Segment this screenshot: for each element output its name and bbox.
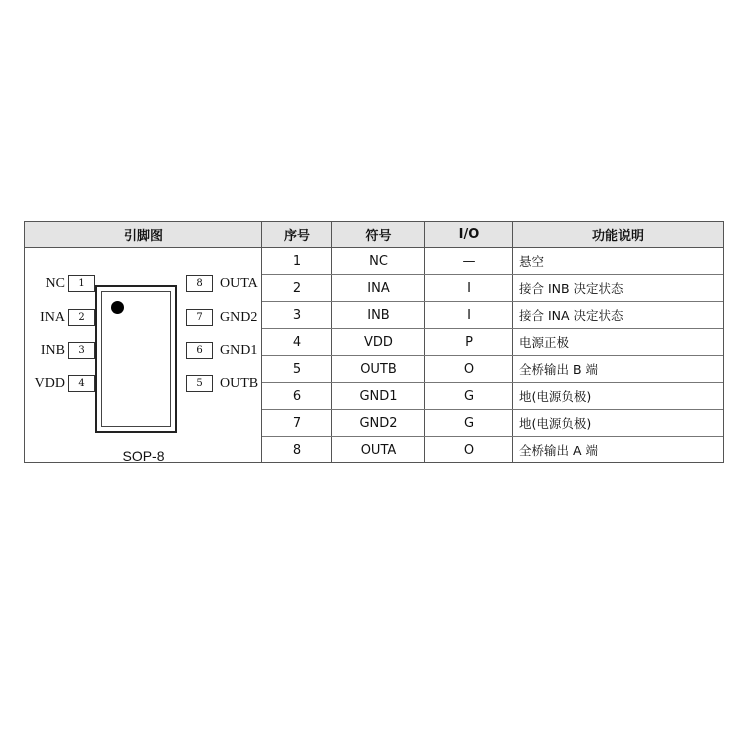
pin-box: 5 bbox=[186, 375, 213, 392]
cell-num: 4 bbox=[292, 334, 302, 350]
package-label: SOP-8 bbox=[122, 448, 165, 464]
cell-num: 2 bbox=[292, 280, 302, 296]
cell-function: 接合 INB 决定状态 bbox=[519, 281, 624, 296]
pin-box: 7 bbox=[186, 309, 213, 326]
pin-box: 3 bbox=[68, 342, 95, 359]
pin-label-left: INB bbox=[40, 343, 65, 358]
cell-symbol: VDD bbox=[364, 334, 393, 350]
header-pin-diagram: 引脚图 bbox=[25, 222, 262, 248]
header-symbol: 符号 bbox=[332, 222, 425, 248]
cell-io: O bbox=[463, 442, 475, 458]
pin-box: 2 bbox=[68, 309, 95, 326]
pin-box: 8 bbox=[186, 275, 213, 292]
pin-label-right: OUTA bbox=[220, 276, 258, 291]
cell-num: 3 bbox=[292, 307, 302, 323]
cell-io: G bbox=[463, 388, 475, 404]
cell-symbol: INB bbox=[367, 307, 390, 323]
cell-symbol: NC bbox=[369, 253, 388, 269]
pin-label-right: GND2 bbox=[220, 310, 258, 325]
pin-label-right: OUTB bbox=[220, 376, 259, 391]
cell-function: 全桥输出 A 端 bbox=[519, 443, 598, 458]
pin-box: 6 bbox=[186, 342, 213, 359]
table-row bbox=[262, 437, 723, 463]
cell-symbol: GND1 bbox=[359, 388, 398, 404]
pin-label-right: GND1 bbox=[220, 343, 258, 358]
table-row bbox=[262, 329, 723, 356]
pin-label-left: INA bbox=[40, 310, 65, 325]
cell-num: 1 bbox=[292, 253, 302, 269]
cell-io: I bbox=[467, 280, 471, 296]
cell-function: 悬空 bbox=[519, 254, 545, 269]
cell-symbol: OUTA bbox=[360, 442, 397, 458]
cell-symbol: GND2 bbox=[359, 415, 398, 431]
pin-box: 1 bbox=[68, 275, 95, 292]
cell-io: G bbox=[463, 415, 475, 431]
cell-num: 6 bbox=[292, 388, 302, 404]
cell-io: — bbox=[462, 253, 476, 269]
cell-io: O bbox=[463, 361, 475, 377]
cell-function: 电源正极 bbox=[519, 335, 570, 350]
cell-function: 接合 INA 决定状态 bbox=[519, 308, 624, 323]
table-row bbox=[262, 275, 723, 302]
pin-box: 4 bbox=[68, 375, 95, 392]
cell-function: 全桥输出 B 端 bbox=[519, 362, 599, 377]
table-row bbox=[262, 410, 723, 437]
cell-io: I bbox=[467, 307, 471, 323]
cell-num: 5 bbox=[292, 361, 302, 377]
table-row bbox=[262, 383, 723, 410]
cell-symbol: OUTB bbox=[360, 361, 397, 377]
cell-function: 地(电源负极) bbox=[519, 389, 592, 404]
cell-num: 7 bbox=[292, 415, 302, 431]
header-function: 功能说明 bbox=[513, 222, 723, 248]
cell-num: 8 bbox=[292, 442, 302, 458]
pin-label-left: NC bbox=[45, 276, 65, 291]
header-seq: 序号 bbox=[262, 222, 332, 248]
table-row bbox=[262, 302, 723, 329]
pin-label-left: VDD bbox=[34, 376, 65, 391]
cell-function: 地(电源负极) bbox=[519, 416, 592, 431]
table-row bbox=[262, 356, 723, 383]
cell-io: P bbox=[465, 334, 473, 350]
cell-symbol: INA bbox=[367, 280, 390, 296]
pin-table bbox=[24, 221, 724, 463]
header-io: I/O bbox=[425, 222, 513, 248]
table-row bbox=[262, 248, 723, 275]
